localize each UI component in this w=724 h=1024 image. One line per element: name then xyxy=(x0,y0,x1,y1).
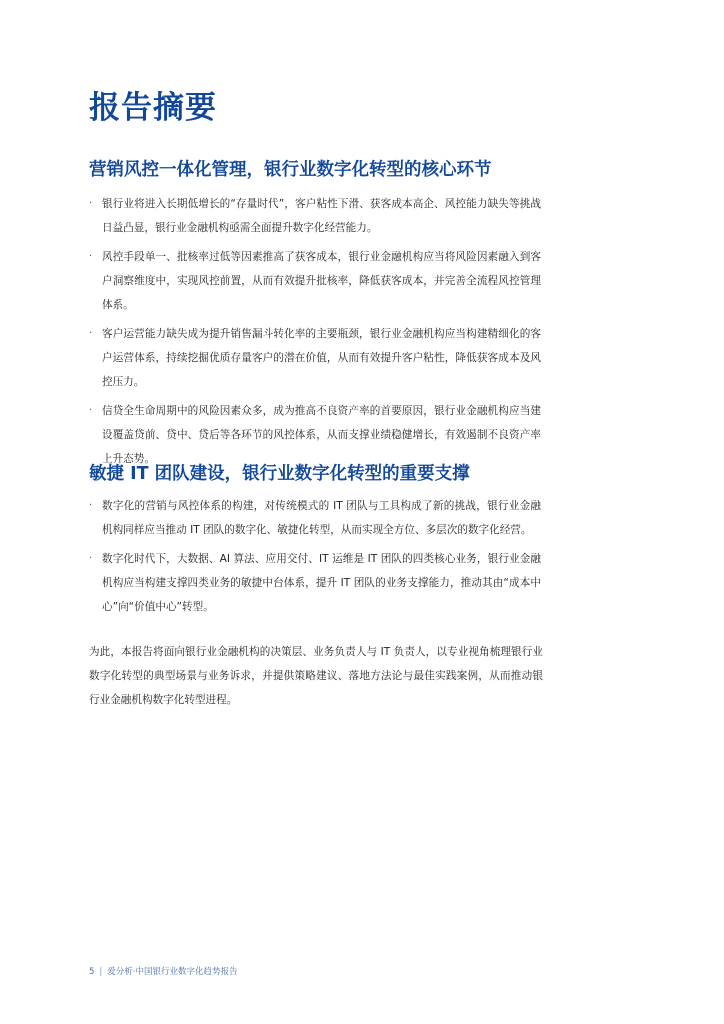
footer-report-name: 爱分析·中国银行业数字化趋势报告 xyxy=(107,967,238,977)
section-heading-marketing-risk: 营销风控一体化管理，银行业数字化转型的核心环节 xyxy=(89,160,492,180)
list-item xyxy=(89,399,541,471)
list-item xyxy=(89,547,541,619)
list-item xyxy=(89,245,541,317)
bullet-icon: · xyxy=(89,251,93,262)
list-item xyxy=(89,322,541,394)
list-item xyxy=(89,192,541,240)
bullet-icon: · xyxy=(89,500,93,511)
list-item-text: 数字化的营销与风控体系的构建，对传统模式的 IT 团队与工具构成了新的挑战，银行业金融机构同样应当推动 IT 团队的数字化、敏捷化转型，从而实现全方位、多层次的数字化经营。 xyxy=(102,500,541,536)
page-footer xyxy=(89,965,238,979)
footer-separator: | xyxy=(99,967,103,977)
list-item-text: 数字化时代下，大数据、AI 算法、应用交付、IT 运维是 IT 团队的四类核心业务，银行业金融机构应当构建支撑四类业务的敏捷中台体系，提升 IT 团队的业务支撑能力，推动其由“成本中心”向“价值中心”转型。 xyxy=(102,553,541,613)
bullet-icon: · xyxy=(89,328,93,339)
list-item-text: 信贷全生命周期中的风险因素众多，成为推高不良资产率的首要原因，银行业金融机构应当建设覆盖贷前、贷中、贷后等各环节的风控体系，从而支撑业绩稳健增长，有效遏制不良资产率上升态势。 xyxy=(102,405,541,465)
bullet-list-agile-it xyxy=(89,494,541,624)
bullet-icon: · xyxy=(89,553,93,564)
list-item-text: 银行业将进入长期低增长的“存量时代”，客户粘性下滑、获客成本高企、风控能力缺失等挑战日益凸显，银行业金融机构亟需全面提升数字化经营能力。 xyxy=(102,198,541,234)
bullet-icon: · xyxy=(89,405,93,416)
list-item xyxy=(89,494,541,542)
summary-paragraph: 为此，本报告将面向银行业金融机构的决策层、业务负责人与 IT 负责人，以专业视角梳理银行业数字化转型的典型场景与业务诉求，并提供策略建议、落地方法论与最佳实践案例，从而推动银行业金融机构数字化转型进程。 xyxy=(89,646,543,706)
list-item-text: 风控手段单一、批核率过低等因素推高了获客成本，银行业金融机构应当将风险因素融入到客户洞察维度中，实现风控前置，从而有效提升批核率，降低获客成本，并完善全流程风控管理体系。 xyxy=(102,251,541,311)
bullet-icon: · xyxy=(89,198,93,209)
page-title: 报告摘要 xyxy=(89,90,217,126)
page-number: 5 xyxy=(89,967,95,977)
bullet-list-marketing-risk xyxy=(89,192,541,476)
list-item-text: 客户运营能力缺失成为提升销售漏斗转化率的主要瓶颈，银行业金融机构应当构建精细化的客户运营体系，持续挖掘优质存量客户的潜在价值，从而有效提升客户粘性，降低获客成本及风控压力。 xyxy=(102,328,541,388)
section-heading-agile-it: 敏捷 IT 团队建设，银行业数字化转型的重要支撑 xyxy=(89,464,470,484)
